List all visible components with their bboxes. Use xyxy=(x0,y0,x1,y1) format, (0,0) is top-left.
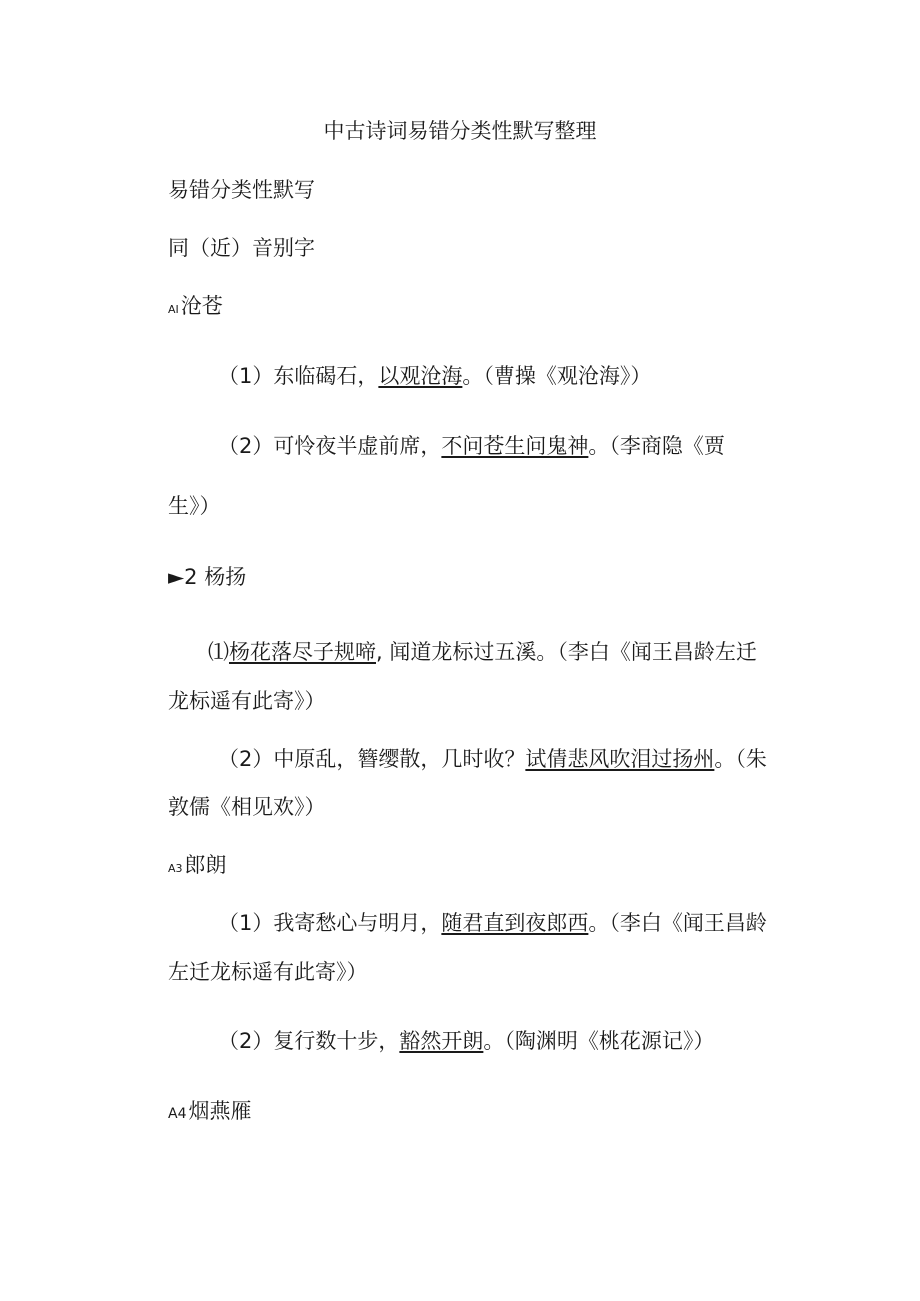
group-heading-2 xyxy=(168,563,246,591)
item-source: 。（陶渊明《桃花源记》） xyxy=(483,1029,715,1053)
answer-text: 以观沧海 xyxy=(378,364,463,388)
group-heading-4 xyxy=(168,1097,251,1128)
item-prefix: 中原乱，簪缨散，几时收？ xyxy=(273,747,526,771)
poem-line-continuation: 生》） xyxy=(168,494,221,518)
item-source: 。（朱 xyxy=(714,747,767,771)
item-number: （2） xyxy=(218,747,274,771)
poem-line xyxy=(218,432,725,460)
group-label: 沧苍 xyxy=(180,294,223,318)
poem-line xyxy=(218,745,767,773)
poem-line xyxy=(208,638,757,666)
item-source: 。（李商隐《贾 xyxy=(588,434,725,458)
answer-text: 试倩悲风吹泪过扬州 xyxy=(525,747,715,771)
item-number: （1） xyxy=(218,911,274,935)
item-number: （2） xyxy=(218,434,274,458)
item-number: （2） xyxy=(218,1029,274,1053)
answer-text: 不问苍生问鬼神 xyxy=(441,434,589,458)
item-prefix: 可怜夜半虚前席， xyxy=(273,434,442,458)
item-number: （1） xyxy=(218,364,274,388)
item-prefix: 东临碣石， xyxy=(273,364,379,388)
group-marker: ►2 xyxy=(168,565,198,589)
item-source: 。（曹操《观沧海》） xyxy=(462,364,652,388)
section-heading: 易错分类性默写 xyxy=(168,178,315,202)
poem-line xyxy=(218,1027,714,1055)
item-prefix: 我寄愁心与明月， xyxy=(273,911,442,935)
poem-line xyxy=(218,909,767,937)
subsection-heading: 同（近）音别字 xyxy=(168,236,315,260)
answer-text: 随君直到夜郎西 xyxy=(441,911,589,935)
poem-line-continuation: 龙标遥有此寄》） xyxy=(168,689,326,713)
group-heading-3 xyxy=(168,851,227,883)
item-source: , 闻道龙标过五溪。（李白《闻王昌龄左迁 xyxy=(376,640,757,664)
poem-line-continuation: 左迁龙标遥有此寄》） xyxy=(168,960,368,984)
group-heading-1 xyxy=(168,292,223,324)
answer-text: 杨花落尽子规啼 xyxy=(229,640,376,664)
group-marker: A3 xyxy=(168,862,183,875)
item-source: 。（李白《闻王昌龄 xyxy=(588,911,767,935)
group-label: 杨扬 xyxy=(204,565,247,589)
poem-line xyxy=(218,362,651,390)
item-number: ⑴ xyxy=(208,640,229,664)
item-prefix: 复行数十步， xyxy=(273,1029,400,1053)
group-label: 郎朗 xyxy=(184,853,227,877)
answer-text: 豁然开朗 xyxy=(399,1029,484,1053)
group-marker: AI xyxy=(168,303,179,316)
group-marker: A4 xyxy=(168,1106,187,1122)
document-title: 中古诗词易错分类性默写整理 xyxy=(323,119,597,143)
group-label: 烟燕雁 xyxy=(188,1099,252,1123)
poem-line-continuation: 敦儒《相见欢》） xyxy=(168,795,326,819)
